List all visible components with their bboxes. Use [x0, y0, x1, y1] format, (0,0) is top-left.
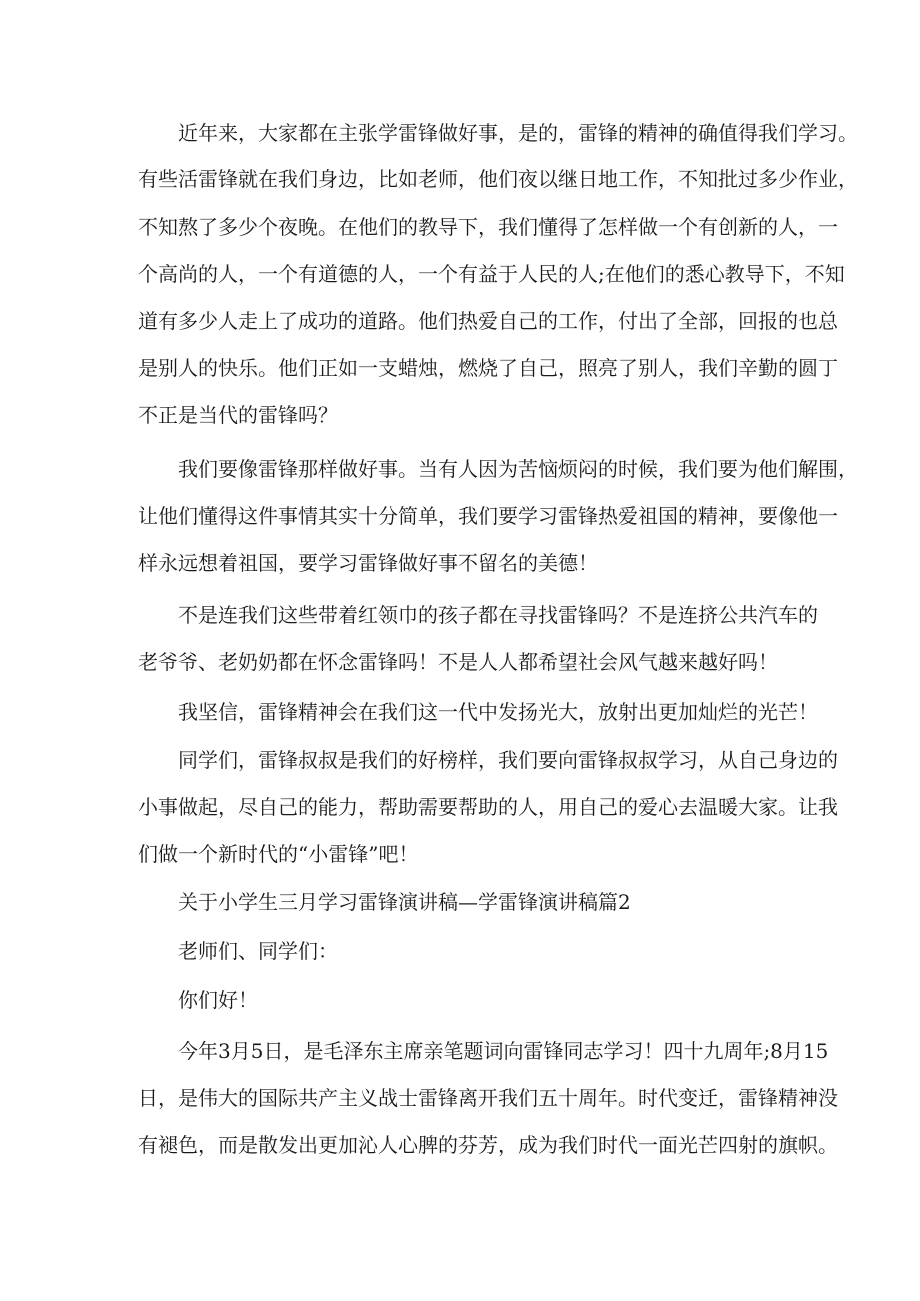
paragraph-2-line-3: 样永远想着祖国，要学习雷锋做好事不留名的美德！: [138, 551, 598, 575]
paragraph-9-line-2: 日，是伟大的国际共产主义战士雷锋离开我们五十周年。时代变迁，雷锋精神没: [138, 1086, 838, 1110]
paragraph-1-line-7: 不正是当代的雷锋吗？: [138, 403, 338, 427]
paragraph-4-line-1: 我坚信，雷锋精神会在我们这一代中发扬光大，放射出更加灿烂的光芒！: [178, 700, 818, 724]
paragraph-9-line-1: 今年3月5日，是毛泽东主席亲笔题词向雷锋同志学习！四十九周年;8月15: [178, 1039, 829, 1063]
paragraph-1-line-3: 不知熬了多少个夜晚。在他们的教导下，我们懂得了怎样做一个有创新的人，一: [138, 215, 838, 239]
paragraph-9-line-3: 有褪色，而是散发出更加沁人心脾的芬芳，成为我们时代一面光芒四射的旗帜。: [138, 1133, 838, 1157]
paragraph-3-line-2: 老爷爷、老奶奶都在怀念雷锋吗！不是人人都希望社会风气越来越好吗！: [138, 650, 778, 674]
paragraph-5-line-1: 同学们，雷锋叔叔是我们的好榜样，我们要向雷锋叔叔学习，从自己身边的: [178, 748, 838, 772]
paragraph-3-line-1: 不是连我们这些带着红领巾的孩子都在寻找雷锋吗？不是连挤公共汽车的: [178, 603, 818, 627]
paragraph-2-line-1: 我们要像雷锋那样做好事。当有人因为苦恼烦闷的时候，我们要为他们解围，: [178, 457, 858, 481]
paragraph-1-line-6: 是别人的快乐。他们正如一支蜡烛，燃烧了自己，照亮了别人，我们辛勤的圆丁: [138, 356, 838, 380]
salutation: 老师们、同学们：: [178, 939, 338, 963]
paragraph-1-line-4: 个高尚的人，一个有道德的人，一个有益于人民的人;在他们的悉心教导下，不知: [138, 262, 845, 286]
paragraph-1-line-2: 有些活雷锋就在我们身边，比如老师，他们夜以继日地工作，不知批过多少作业，: [138, 167, 858, 191]
paragraph-5-line-2: 小事做起，尽自己的能力，帮助需要帮助的人，用自己的爱心去温暖大家。让我: [138, 795, 838, 819]
paragraph-1-line-1: 近年来，大家都在主张学雷锋做好事，是的，雷锋的精神的确值得我们学习。: [178, 121, 858, 145]
paragraph-2-line-2: 让他们懂得这件事情其实十分简单，我们要学习雷锋热爱祖国的精神，要像他一: [138, 504, 838, 528]
paragraph-1-line-5: 道有多少人走上了成功的道路。他们热爱自己的工作，付出了全部，回报的也总: [138, 309, 838, 333]
section-heading: 关于小学生三月学习雷锋演讲稿—学雷锋演讲稿篇2: [178, 890, 631, 914]
paragraph-5-line-3: 们做一个新时代的“小雷锋”吧！: [138, 842, 419, 866]
greeting: 你们好！: [178, 988, 258, 1012]
